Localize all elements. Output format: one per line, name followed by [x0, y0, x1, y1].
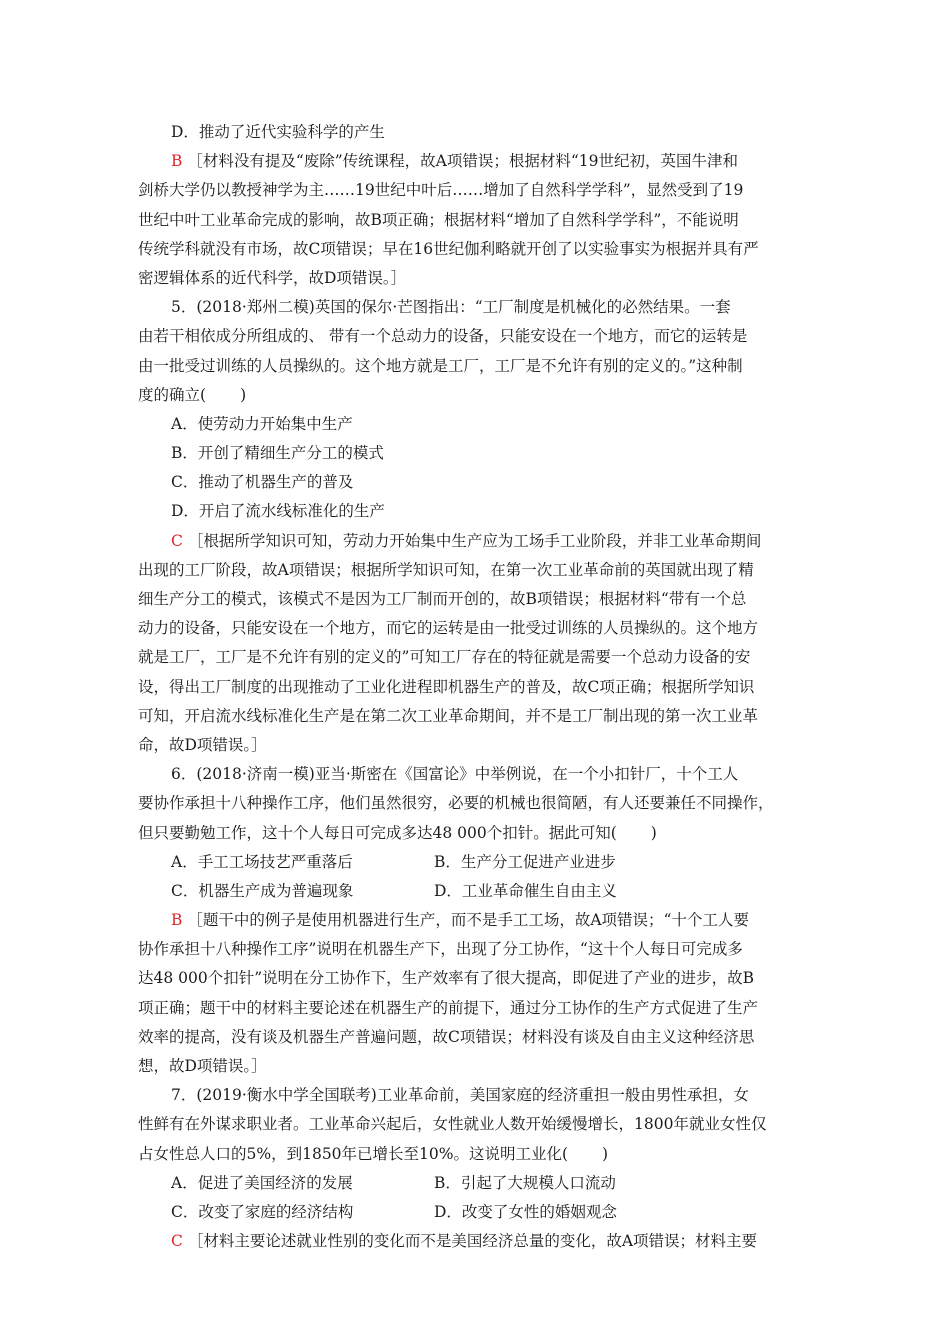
q4-explanation-line: 密逻辑体系的近代科学，故D项错误。］ — [138, 268, 407, 287]
q7-option: A．促进了美国经济的发展 — [171, 1173, 353, 1192]
q7-answer-letter: C — [171, 1232, 183, 1251]
q6-stem-line: 要协作承担十八种操作工序，他们虽然很穷，必要的机械也很简陋，有人还要兼任不同操作， — [138, 794, 774, 813]
q7-option: C．改变了家庭的经济结构 — [171, 1202, 354, 1221]
q5-stem-line: 5．(2018·郑州二模)英国的保尔·芒图指出：“工厂制度是机械化的必然结果。一套 — [171, 298, 731, 317]
q5-answer-letter: C — [171, 531, 183, 550]
q5-explanation-line: 出现的工厂阶段，故A项错误；根据所学知识可知，在第一次工业革命前的英国就出现了精 — [138, 560, 754, 579]
q5-option: C．推动了机器生产的普及 — [171, 473, 354, 492]
q7-stem-line: 性鲜有在外谋求职业者。工业革命兴起后，女性就业人数开始缓慢增长，1800年就业女性仅 — [138, 1115, 767, 1134]
q6-option: B．生产分工促进产业进步 — [434, 852, 616, 871]
q6-explanation-line: 想，故D项错误。］ — [138, 1057, 267, 1075]
q6-option: D．工业革命催生自由主义 — [434, 881, 617, 900]
q6-stem-line: 但只要勤勉工作，这十个人每日可完成多达48 000个扣针。据此可知( ) — [138, 823, 657, 842]
q6-explanation-line: 协作承担十八种操作工序”说明在机器生产下，出现了分工协作，“这十个人每日可完成多 — [138, 940, 743, 959]
q5-option: D．开启了流水线标准化的生产 — [171, 502, 385, 521]
q7-option-row — [138, 1169, 818, 1198]
q4-explanation-line: 剑桥大学仍以教授神学为主……19世纪中叶后……增加了自然科学学科”，显然受到了19 — [138, 181, 744, 200]
q6-explanation-line: 达48 000个扣针”说明在分工协作下，生产效率有了很大提高，即促进了产业的进步，故B — [138, 969, 755, 988]
q5-stem-line: 由若干相依成分所组成的、 带有一个总动力的设备，只能安设在一个地方，而它的运转是 — [138, 327, 748, 346]
q6-answer-letter: B — [171, 911, 183, 930]
q6-stem-line: 6．(2018·济南一模)亚当·斯密在《国富论》中举例说，在一个小扣针厂，十个工人 — [171, 765, 739, 784]
q5-explanation-line: 动力的设备，只能安设在一个地方，而它的运转是由一批受过训练的人员操纵的。这个地方 — [138, 619, 759, 638]
q6-option-row — [138, 877, 818, 906]
q5-stem-line: 由一批受过训练的人员操纵的。这个地方就是工厂，工厂是不允许有别的定义的。”这种制 — [138, 356, 743, 375]
q7-option-row — [138, 1198, 818, 1227]
q4-explanation-line: 传统学科就没有市场，故C项错误；早在16世纪伽利略就开创了以实验事实为根据并具有严 — [138, 239, 759, 258]
text-column — [138, 118, 818, 1256]
q7-explanation-line: C ［材料主要论述就业性别的变化而不是美国经济总量的变化，故A项错误；材料主要 — [171, 1232, 758, 1251]
q5-explanation-line: 就是工厂，工厂是不允许有别的定义的”可知工厂存在的特征就是需要一个总动力设备的安 — [138, 648, 751, 667]
q7-option: D．改变了女性的婚姻观念 — [434, 1202, 617, 1221]
q5-option: B．开创了精细生产分工的模式 — [171, 444, 384, 463]
q5-explanation-line: C ［根据所学知识可知，劳动力开始集中生产应为工场手工业阶段，并非工业革命期间 — [171, 531, 762, 550]
q6-option-row — [138, 848, 818, 877]
q5-stem-line: 度的确立( ) — [138, 385, 247, 404]
q5-explanation-line: 可知，开启流水线标准化生产是在第二次工业革命期间，并不是工厂制出现的第一次工业革 — [138, 706, 759, 725]
q5-explanation-line: 命，故D项错误。］ — [138, 735, 267, 754]
q7-option: B．引起了大规模人口流动 — [434, 1173, 616, 1192]
q4-explanation-line: B ［材料没有提及“废除”传统课程，故A项错误；根据材料“19世纪初，英国牛津和 — [171, 152, 739, 171]
q7-stem-line: 7．(2019·衡水中学全国联考)工业革命前，美国家庭的经济重担一般由男性承担，女 — [171, 1086, 749, 1105]
q4-answer-letter: B — [171, 152, 183, 171]
q6-explanation-line: 项正确；题干中的材料主要论述在机器生产的前提下，通过分工协作的生产方式促进了生产 — [138, 998, 759, 1017]
q6-option: A．手工工场技艺严重落后 — [171, 852, 353, 871]
q6-option: C．机器生产成为普遍现象 — [171, 881, 354, 900]
q6-explanation-line: 效率的提高，没有谈及机器生产普遍问题，故C项错误；材料没有谈及自由主义这种经济思 — [138, 1027, 755, 1046]
q4-explanation-line: 世纪中叶工业革命完成的影响，故B项正确；根据材料“增加了自然科学学科”，不能说明 — [138, 210, 739, 229]
q7-stem-line: 占女性总人口的5%，到1850年已增长至10%。这说明工业化( ) — [138, 1144, 609, 1163]
q6-explanation-line: B ［题干中的例子是使用机器进行生产，而不是手工工场，故A项错误；“十个工人要 — [171, 911, 749, 930]
q5-explanation-line: 细生产分工的模式，该模式不是因为工厂制而开创的，故B项错误；根据材料“带有一个总 — [138, 590, 747, 608]
q5-option: A．使劳动力开始集中生产 — [171, 414, 353, 433]
q4-option-d: D．推动了近代实验科学的产生 — [171, 123, 385, 141]
q5-explanation-line: 设，得出工厂制度的出现推动了工业化进程即机器生产的普及，故C项正确；根据所学知识 — [138, 677, 755, 696]
